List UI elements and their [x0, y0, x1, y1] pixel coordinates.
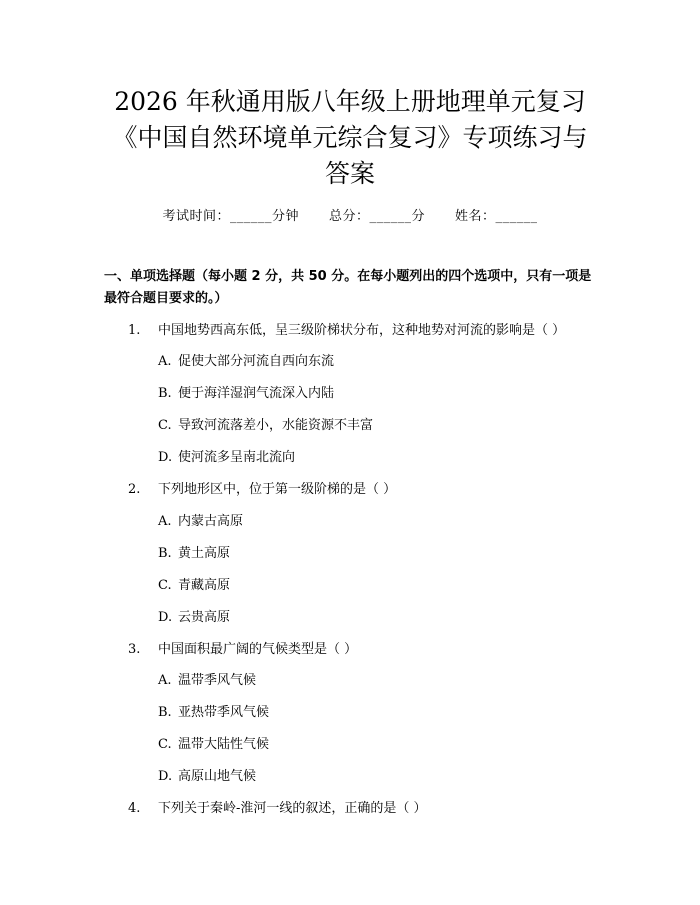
option-letter: C.	[158, 737, 172, 752]
question-3-option-c	[158, 733, 269, 752]
question-3-option-d	[158, 765, 256, 784]
option-text: 黄土高原	[178, 546, 231, 561]
option-letter: B.	[158, 386, 172, 401]
option-text: 云贵高原	[178, 610, 231, 625]
student-name: 姓名：______	[455, 209, 538, 224]
title-line-2: 《中国自然环境单元综合复习》专项练习与	[112, 123, 588, 152]
question-1	[128, 319, 565, 338]
option-text: 温带季风气候	[178, 673, 257, 688]
document-title	[95, 84, 605, 192]
option-letter: D.	[158, 610, 173, 625]
option-text: 便于海洋湿润气流深入内陆	[178, 386, 335, 401]
option-text: 使河流多呈南北流向	[178, 450, 296, 465]
option-letter: A.	[158, 514, 172, 529]
title-line-1: 2026 年秋通用版八年级上册地理单元复习	[114, 87, 586, 116]
option-letter: B.	[158, 705, 172, 720]
question-text: 中国面积最广阔的气候类型是（ ）	[158, 642, 358, 657]
exam-info-line	[0, 205, 700, 224]
exam-time: 考试时间：______分钟	[162, 209, 299, 224]
title-line-3: 答案	[324, 159, 375, 188]
question-2-option-b	[158, 542, 230, 561]
section-heading: 一、单项选择题（每小题 2 分，共 50 分。在每小题列出的四个选项中，只有一项是最符合题目要求的。）	[104, 269, 592, 306]
total-score: 总分：______分	[328, 209, 425, 224]
option-letter: B.	[158, 546, 172, 561]
option-text: 青藏高原	[178, 578, 231, 593]
question-text: 中国地势西高东低，呈三级阶梯状分布，这种地势对河流的影响是（ ）	[158, 323, 566, 338]
question-2-option-a	[158, 510, 243, 529]
option-letter: D.	[158, 769, 173, 784]
option-letter: C.	[158, 578, 172, 593]
question-1-option-b	[158, 382, 334, 401]
question-2-option-c	[158, 574, 230, 593]
question-number: 1.	[128, 323, 141, 338]
option-text: 促使大部分河流自西向东流	[178, 354, 335, 369]
question-3	[128, 638, 357, 657]
question-1-option-d	[158, 446, 295, 465]
option-letter: A.	[158, 673, 172, 688]
question-2-option-d	[158, 606, 230, 625]
question-text: 下列关于秦岭-淮河一线的叙述，正确的是（ ）	[158, 801, 427, 816]
option-text: 高原山地气候	[178, 769, 257, 784]
question-text: 下列地形区中，位于第一级阶梯的是（ ）	[158, 482, 397, 497]
question-1-option-c	[158, 414, 373, 433]
question-number: 3.	[128, 642, 141, 657]
question-number: 4.	[128, 801, 141, 816]
option-text: 导致河流落差小，水能资源不丰富	[178, 418, 374, 433]
option-text: 亚热带季风气候	[178, 705, 270, 720]
question-3-option-a	[158, 669, 256, 688]
question-3-option-b	[158, 701, 269, 720]
option-letter: D.	[158, 450, 173, 465]
question-number: 2.	[128, 482, 141, 497]
question-4	[128, 797, 427, 816]
option-text: 内蒙古高原	[178, 514, 244, 529]
option-text: 温带大陆性气候	[178, 737, 270, 752]
option-letter: A.	[158, 354, 172, 369]
question-1-option-a	[158, 350, 334, 369]
option-letter: C.	[158, 418, 172, 433]
question-2	[128, 478, 396, 497]
